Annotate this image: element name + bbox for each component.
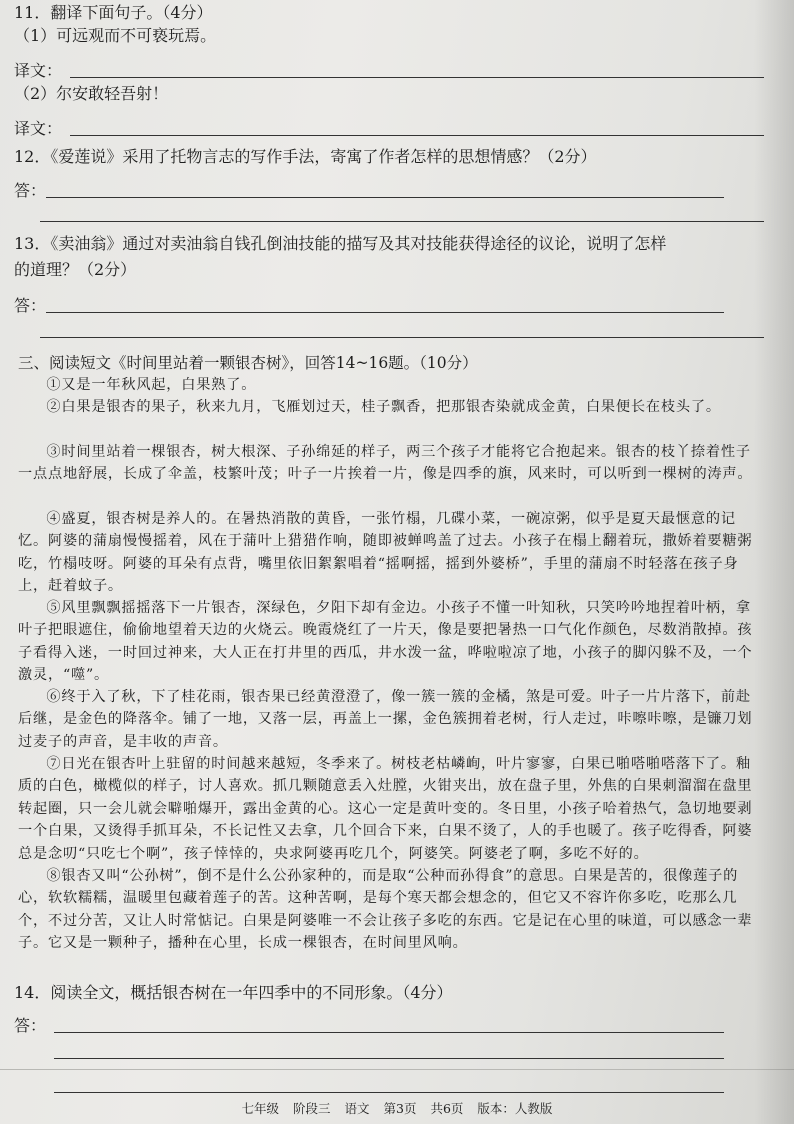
question-12-title: 12．《爱莲说》采用了托物言志的写作手法，寄寓了作者怎样的思想情感？（2分） [14, 147, 597, 166]
answer-line-extra [40, 221, 764, 222]
page-footer [0, 1099, 794, 1117]
question-13-title-line1: 13．《卖油翁》通过对卖油翁自钱孔倒油技能的描写及其对技能获得途径的议论，说明了怎样 [14, 234, 667, 253]
section-3-title: 三、阅读短文《时间里站着一颗银杏树》，回答14~16题。（10分） [18, 354, 478, 372]
answer-label: 答： [14, 1016, 47, 1035]
question-11-sentence-1: （1）可远观而不可亵玩焉。 [14, 26, 217, 45]
answer-line-extra [54, 1058, 724, 1059]
passage-paragraph-1: ①又是一年秋风起，白果熟了。 [46, 377, 257, 393]
answer-label: 译文： [14, 61, 63, 80]
answer-label: 答： [14, 296, 47, 315]
passage-paragraph-8: ⑧银杏又叫“公孙树”，倒不是什么公孙家种的，而是取“公种而孙得食”的意思。白果是苦的，很像莲子的心，软软糯糯，温暖里包藏着莲子的苦。这种苦啊，是每个寒天都会想念的，但它又不容许你多吃，吃那么几个，不过分苦，又让人时常惦记。白果是阿婆唯一不会让孩子多吃的东西。它是记在心里的味道，可以感念一辈子。它又是一颗种子，播种在心里，长成一棵银杏，在时间里风响。 [18, 868, 753, 952]
page-edge-shadow [754, 0, 794, 1124]
page-fold-crease [0, 1069, 794, 1070]
passage-paragraph-5: ⑤风里飘飘摇摇落下一片银杏，深绿色，夕阳下却有金边。小孩子不懂一叶知秋，只笑吟吟地捏着叶柄，拿叶子把眼遮住，偷偷地望着天边的火烧云。晚霞烧红了一片天，像是要把暑热一口气化作颜色，尽数消散掉。孩子看得入迷，一时回过神来，大人正在打井里的西瓜，井水泼一盆，哗啦啦凉了地，小孩子的脚闪躲不及，一个激灵，“噬”。 [18, 600, 753, 684]
question-13-title-line2: 的道理？（2分） [14, 260, 137, 279]
question-11-answer-2[interactable] [14, 116, 764, 138]
passage-paragraph-3: ③时间里站着一棵银杏，树大根深、子孙绵延的样子，两三个孩子才能将它合抱起来。银杏的枝丫捺着性子一点点地舒展，长成了伞盖，枝繁叶茂；叶子一片挨着一片，像是四季的旗，风来时，可以听到一棵树的涛声。 [18, 444, 753, 483]
footer-page: 第3页 [383, 1101, 417, 1116]
passage-paragraph-2: ②白果是银杏的果子，秋来九月，飞雁划过天，桂子飘香，把那银杏染就成金黄，白果便长在枝头了。 [46, 399, 721, 415]
footer-stage: 阶段三 [293, 1101, 331, 1116]
footer-subject: 语文 [344, 1101, 370, 1116]
passage-paragraph-4: ④盛夏，银杏树是养人的。在暑热消散的黄昏，一张竹榻，几碟小菜，一碗凉粥，似乎是夏天最惬意的记忆。阿婆的蒲扇慢慢摇着，风在于蒲叶上猎猎作响，随即被蝉鸣盖了过去。小孩子在榻上翻着玩，撒娇着要糖粥吃，竹榻吱呀。阿婆的耳朵有点背，嘴里依旧絮絮唱着“摇啊摇，摇到外婆桥”，手里的蒲扇不时轻落在孩子身上，赶着蚊子。 [18, 511, 753, 595]
question-11-answer-1[interactable] [14, 58, 764, 80]
question-12-answer[interactable] [14, 178, 764, 200]
footer-grade: 七年级 [241, 1101, 280, 1116]
answer-line [46, 312, 724, 313]
question-14-title: 14．阅读全文，概括银杏树在一年四季中的不同形象。（4分） [14, 983, 453, 1002]
answer-line [70, 135, 764, 136]
answer-label: 译文： [14, 119, 63, 138]
question-11-sentence-2: （2）尔安敢轻吾射！ [14, 84, 169, 103]
answer-line [54, 1032, 724, 1033]
passage-paragraph-6: ⑥终于入了秋，下了桂花雨，银杏果已经黄澄澄了，像一簇一簇的金橘，煞是可爱。叶子一片片落下，前赴后继，是金色的降落伞。铺了一地，又落一层，再盖上一摞，金色簇拥着老树，行人走过，咔嚓咔嚓，是镰刀划过麦子的声音，是丰收的声音。 [18, 689, 753, 750]
answer-line [46, 197, 724, 198]
question-14-answer[interactable] [14, 1013, 764, 1035]
passage-paragraph-7: ⑦日光在银杏叶上驻留的时间越来越短，冬季来了。树枝老枯嶙峋，叶片寥寥，白果已啪嗒啪嗒落下了。釉质的白色，橄榄似的样子，讨人喜欢。抓几颗随意丢入灶膛，火钳夹出，放在盘子里，外焦的白果刺溜溜在盘里转起圈，只一会儿就会噼啪爆开，露出金黄的心。这心一定是黄叶变的。冬日里，小孩子哈着热气，急切地要剥一个白果，又烫得手抓耳朵，不长记性又去拿，几个回合下来，白果不烫了，人的手也暖了。孩子吃得香，阿婆总是念叨“只吃七个啊”，孩子悻悻的，央求阿婆再吃几个，阿婆笑。阿婆老了啊，多吃不好的。 [18, 756, 753, 862]
footer-total: 共6页 [430, 1101, 464, 1116]
question-11-title: 11．翻译下面句子。（4分） [14, 3, 213, 22]
question-13-answer[interactable] [14, 293, 764, 315]
answer-line-extra [54, 1092, 724, 1093]
answer-line [70, 77, 764, 78]
footer-edition: 版本：人教版 [477, 1101, 553, 1116]
answer-line-extra [40, 337, 764, 338]
answer-label: 答： [14, 181, 47, 200]
